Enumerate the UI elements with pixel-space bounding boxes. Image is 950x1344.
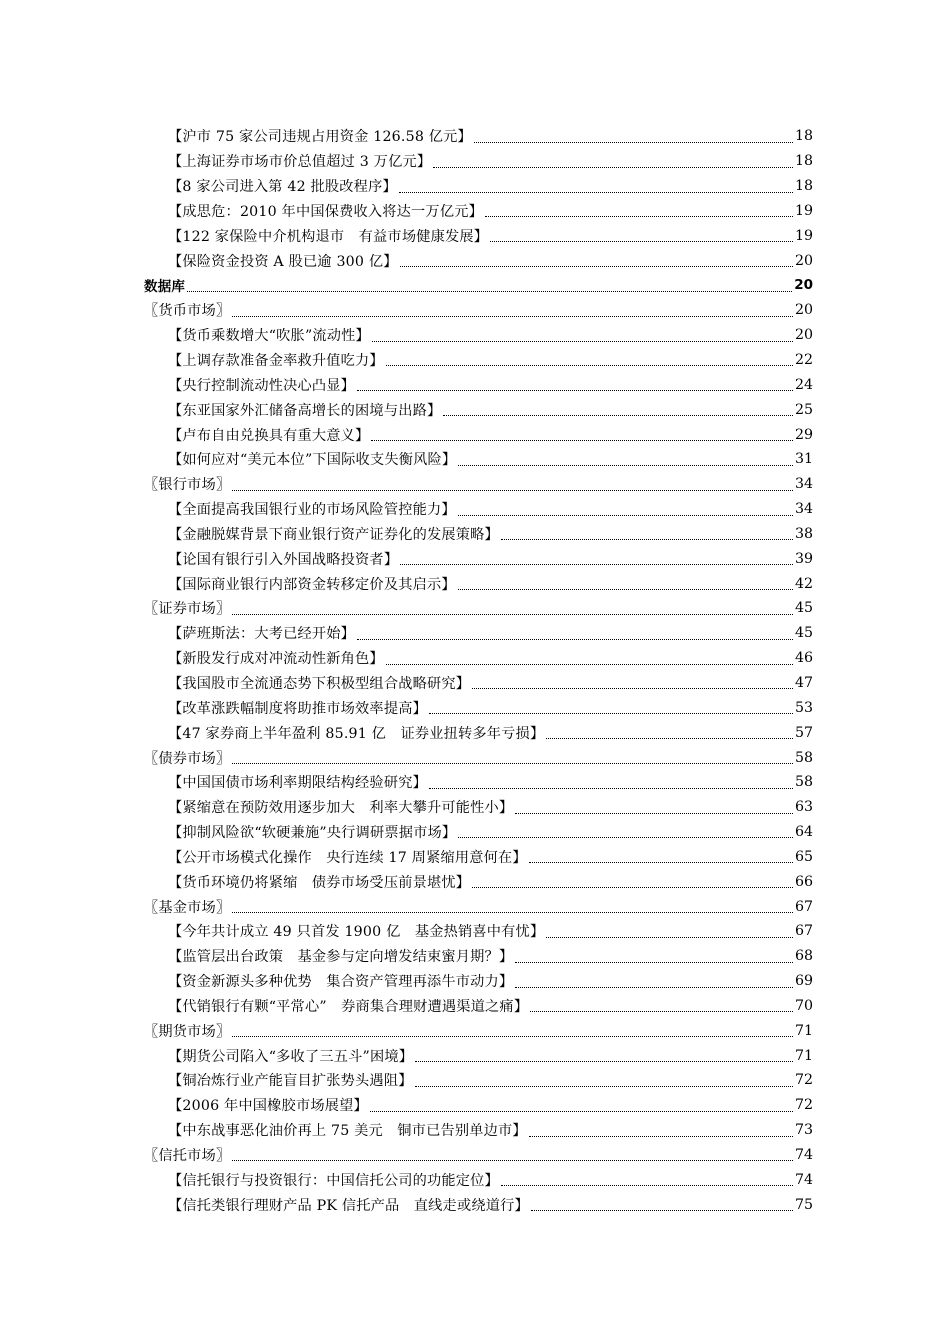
toc-entry[interactable] [0, 497, 950, 522]
dot-leader [515, 812, 793, 814]
dot-leader [472, 886, 793, 888]
toc-entry-title: 【信托银行与投资银行：中国信托公司的功能定位】 [168, 1172, 499, 1189]
dot-leader [187, 290, 792, 292]
toc-entry[interactable] [0, 372, 950, 397]
dot-leader [474, 141, 793, 143]
dot-leader [232, 613, 793, 615]
toc-page-number: 64 [794, 824, 813, 841]
toc-page-number: 69 [794, 973, 813, 990]
toc-entry[interactable] [0, 397, 950, 422]
dot-leader [433, 166, 793, 168]
toc-entry-title: 【沪市 75 家公司违规占用资金 126.58 亿元】 [168, 129, 472, 146]
toc-entry-title: 【抑制风险欲“软硬兼施”央行调研票据市场】 [168, 825, 457, 842]
toc-page-number: 18 [794, 128, 813, 145]
toc-entry-title: 【公开市场模式化操作 央行连续 17 周紧缩用意何在】 [168, 849, 527, 866]
toc-page-number: 20 [794, 277, 813, 294]
toc-entry-title: 【中国国债市场利率期限结构经验研究】 [168, 775, 427, 792]
toc-entry-title: 【期货公司陷入“多收了三五斗”困境】 [168, 1048, 414, 1065]
toc-entry-title: 【全面提高我国银行业的市场风险管控能力】 [168, 502, 456, 519]
toc-entry[interactable] [0, 1167, 950, 1192]
toc-entry-title: 【新股发行成对冲流动性新角色】 [168, 651, 384, 668]
toc-entry[interactable] [0, 646, 950, 671]
toc-section-entry[interactable] [0, 596, 950, 621]
toc-entry[interactable] [0, 621, 950, 646]
toc-page-number: 19 [794, 202, 813, 219]
toc-entry[interactable] [0, 546, 950, 571]
toc-page-number: 39 [794, 550, 813, 567]
dot-leader [485, 215, 793, 217]
toc-section-entry[interactable] [0, 894, 950, 919]
dot-leader [515, 961, 793, 963]
toc-entry[interactable] [0, 795, 950, 820]
dot-leader [415, 1060, 793, 1062]
toc-entry[interactable] [0, 174, 950, 199]
toc-entry[interactable] [0, 1068, 950, 1093]
toc-entry[interactable] [0, 671, 950, 696]
dot-leader [386, 364, 793, 366]
toc-page-number: 46 [794, 650, 813, 667]
dot-leader [232, 315, 793, 317]
toc-entry-title: 〖证券市场〗 [144, 601, 231, 618]
dot-leader [429, 712, 793, 714]
dot-leader [458, 588, 793, 590]
dot-leader [400, 265, 793, 267]
dot-leader [458, 464, 793, 466]
toc-entry-title: 【监管层出台政策 基金参与定向增发结束蜜月期？】 [168, 949, 514, 966]
toc-entry-title: 【47 家券商上半年盈利 85.91 亿 证券业扭转多年亏损】 [168, 725, 545, 742]
toc-page-number: 24 [794, 376, 813, 393]
dot-leader [232, 762, 793, 764]
toc-page-number: 58 [794, 774, 813, 791]
dot-leader [400, 563, 793, 565]
toc-entry[interactable] [0, 571, 950, 596]
toc-page-number: 53 [794, 699, 813, 716]
toc-entry-title: 【铜冶炼行业产能盲目扩张势头遇阻】 [168, 1073, 413, 1090]
toc-entry[interactable] [0, 869, 950, 894]
toc-entry-title: 【中东战事恶化油价再上 75 美元 铜市已告别单边市】 [168, 1123, 527, 1140]
toc-page-number: 58 [794, 749, 813, 766]
toc-entry-title: 【货币乘数增大“吹胀”流动性】 [168, 328, 370, 345]
toc-entry-title: 【资金新源头多种优势 集合资产管理再添牛市动力】 [168, 974, 514, 991]
toc-entry-title: 【央行控制流动性决心凸显】 [168, 377, 356, 394]
toc-page-number: 29 [794, 426, 813, 443]
toc-entry-title: 〖期货市场〗 [144, 1023, 231, 1040]
toc-entry[interactable] [0, 720, 950, 745]
toc-entry-title: 〖基金市场〗 [144, 899, 231, 916]
toc-entry-title: 【上海证券市场市价总值超过 3 万亿元】 [168, 154, 432, 171]
toc-page-number: 20 [794, 252, 813, 269]
toc-page-number: 18 [794, 178, 813, 195]
toc-page-number: 74 [794, 1171, 813, 1188]
toc-entry-title: 〖信托市场〗 [144, 1148, 231, 1165]
toc-page-number: 67 [794, 923, 813, 940]
dot-leader [530, 1010, 793, 1012]
toc-section-entry[interactable] [0, 1143, 950, 1168]
dot-leader [429, 787, 793, 789]
toc-entry-title: 〖货币市场〗 [144, 303, 231, 320]
dot-leader [529, 1135, 793, 1137]
toc-page-number: 72 [794, 1072, 813, 1089]
toc-entry-title: 【如何应对“美元本位”下国际收支失衡风险】 [168, 452, 457, 469]
toc-section-entry[interactable] [0, 273, 950, 298]
toc-entry[interactable] [0, 695, 950, 720]
toc-page-number: 71 [794, 1047, 813, 1064]
toc-page-number: 31 [794, 451, 813, 468]
toc-page-number: 47 [794, 674, 813, 691]
toc-entry[interactable] [0, 248, 950, 273]
toc-entry[interactable] [0, 919, 950, 944]
dot-leader [546, 936, 793, 938]
toc-entry-title: 【保险资金投资 A 股已逾 300 亿】 [168, 253, 398, 270]
toc-page-number: 74 [794, 1147, 813, 1164]
toc-entry[interactable] [0, 1118, 950, 1143]
toc-section-entry[interactable] [0, 1018, 950, 1043]
toc-page-number: 20 [794, 327, 813, 344]
toc-entry-title: 〖银行市场〗 [144, 477, 231, 494]
toc-entry-title: 【信托类银行理财产品 PK 信托产品 直线走或绕道行】 [168, 1197, 529, 1214]
toc-section-entry[interactable] [0, 298, 950, 323]
toc-page-number: 25 [794, 401, 813, 418]
toc-entry[interactable] [0, 820, 950, 845]
toc-entry[interactable] [0, 770, 950, 795]
dot-leader [490, 240, 793, 242]
toc-page-number: 42 [794, 575, 813, 592]
toc-entry[interactable] [0, 1192, 950, 1217]
dot-leader [531, 1209, 793, 1211]
toc-page-number: 20 [794, 302, 813, 319]
toc-entry[interactable] [0, 199, 950, 224]
toc-page-number: 75 [794, 1196, 813, 1213]
toc-section-entry[interactable] [0, 745, 950, 770]
toc-page-number: 19 [794, 227, 813, 244]
toc-page-number: 22 [794, 352, 813, 369]
dot-leader [472, 687, 793, 689]
toc-entry-title: 【货币环境仍将紧缩 债券市场受压前景堪忧】 [168, 874, 471, 891]
toc-entry-title: 【2006 年中国橡胶市场展望】 [168, 1098, 368, 1115]
toc-entry-title: 【122 家保险中介机构退市 有益市场健康发展】 [168, 228, 489, 245]
table-of-contents [0, 124, 950, 1217]
toc-page-number: 45 [794, 600, 813, 617]
toc-entry-title: 【国际商业银行内部资金转移定价及其启示】 [168, 576, 456, 593]
toc-page-number: 65 [794, 848, 813, 865]
toc-page-number: 34 [794, 501, 813, 518]
toc-entry[interactable] [0, 1043, 950, 1068]
toc-page-number: 68 [794, 948, 813, 965]
toc-entry[interactable] [0, 844, 950, 869]
toc-entry[interactable] [0, 149, 950, 174]
dot-leader [515, 986, 793, 988]
dot-leader [357, 638, 793, 640]
toc-page-number: 18 [794, 153, 813, 170]
toc-page-number: 71 [794, 1022, 813, 1039]
toc-entry-title: 【改革涨跌幅制度将助推市场效率提高】 [168, 700, 427, 717]
toc-entry[interactable] [0, 1093, 950, 1118]
toc-entry-title: 【我国股市全流通态势下积极型组合战略研究】 [168, 675, 471, 692]
toc-entry[interactable] [0, 447, 950, 472]
toc-entry-title: 【金融脱媒背景下商业银行资产证券化的发展策略】 [168, 526, 499, 543]
toc-entry-title: 【紧缩意在预防效用逐步加大 利率大攀升可能性小】 [168, 800, 514, 817]
toc-entry[interactable] [0, 522, 950, 547]
toc-page-number: 34 [794, 476, 813, 493]
dot-leader [386, 663, 793, 665]
dot-leader [370, 1110, 793, 1112]
dot-leader [357, 389, 793, 391]
toc-section-entry[interactable] [0, 472, 950, 497]
dot-leader [458, 836, 793, 838]
toc-page-number: 57 [794, 724, 813, 741]
dot-leader [372, 340, 793, 342]
toc-page-number: 38 [794, 525, 813, 542]
dot-leader [371, 439, 793, 441]
toc-entry-title: 【东亚国家外汇储备高增长的困境与出路】 [168, 402, 442, 419]
toc-entry[interactable] [0, 422, 950, 447]
toc-entry-title: 【卢布自由兑换具有重大意义】 [168, 427, 370, 444]
dot-leader [501, 538, 793, 540]
toc-entry-title: 【今年共计成立 49 只首发 1900 亿 基金热销喜中有忧】 [168, 924, 545, 941]
toc-entry[interactable] [0, 969, 950, 994]
dot-leader [415, 1085, 793, 1087]
dot-leader [232, 1035, 793, 1037]
toc-entry[interactable] [0, 223, 950, 248]
dot-leader [399, 191, 793, 193]
toc-entry-title: 数据库 [144, 279, 186, 296]
dot-leader [546, 737, 793, 739]
dot-leader [458, 514, 793, 516]
toc-entry[interactable] [0, 944, 950, 969]
toc-entry[interactable] [0, 124, 950, 149]
dot-leader [232, 911, 793, 913]
dot-leader [501, 1184, 793, 1186]
toc-entry-title: 【论国有银行引入外国战略投资者】 [168, 551, 399, 568]
toc-entry-title: 【上调存款准备金率救升值吃力】 [168, 353, 384, 370]
toc-entry-title: 【8 家公司进入第 42 批股改程序】 [168, 179, 397, 196]
toc-page-number: 73 [794, 1122, 813, 1139]
toc-page-number: 72 [794, 1097, 813, 1114]
toc-entry[interactable] [0, 323, 950, 348]
toc-entry-title: 【代销银行有颗“平常心” 券商集合理财遭遇渠道之痛】 [168, 998, 529, 1015]
toc-entry[interactable] [0, 994, 950, 1019]
toc-page-number: 67 [794, 898, 813, 915]
toc-entry-title: 〖债券市场〗 [144, 750, 231, 767]
toc-page-number: 66 [794, 873, 813, 890]
toc-page-number: 70 [794, 997, 813, 1014]
dot-leader [529, 861, 793, 863]
dot-leader [232, 1159, 793, 1161]
dot-leader [443, 414, 793, 416]
dot-leader [232, 489, 793, 491]
toc-entry-title: 【成思危：2010 年中国保费收入将达一万亿元】 [168, 203, 483, 220]
toc-page-number: 45 [794, 625, 813, 642]
toc-entry[interactable] [0, 348, 950, 373]
toc-page-number: 63 [794, 799, 813, 816]
toc-entry-title: 【萨班斯法：大考已经开始】 [168, 626, 356, 643]
